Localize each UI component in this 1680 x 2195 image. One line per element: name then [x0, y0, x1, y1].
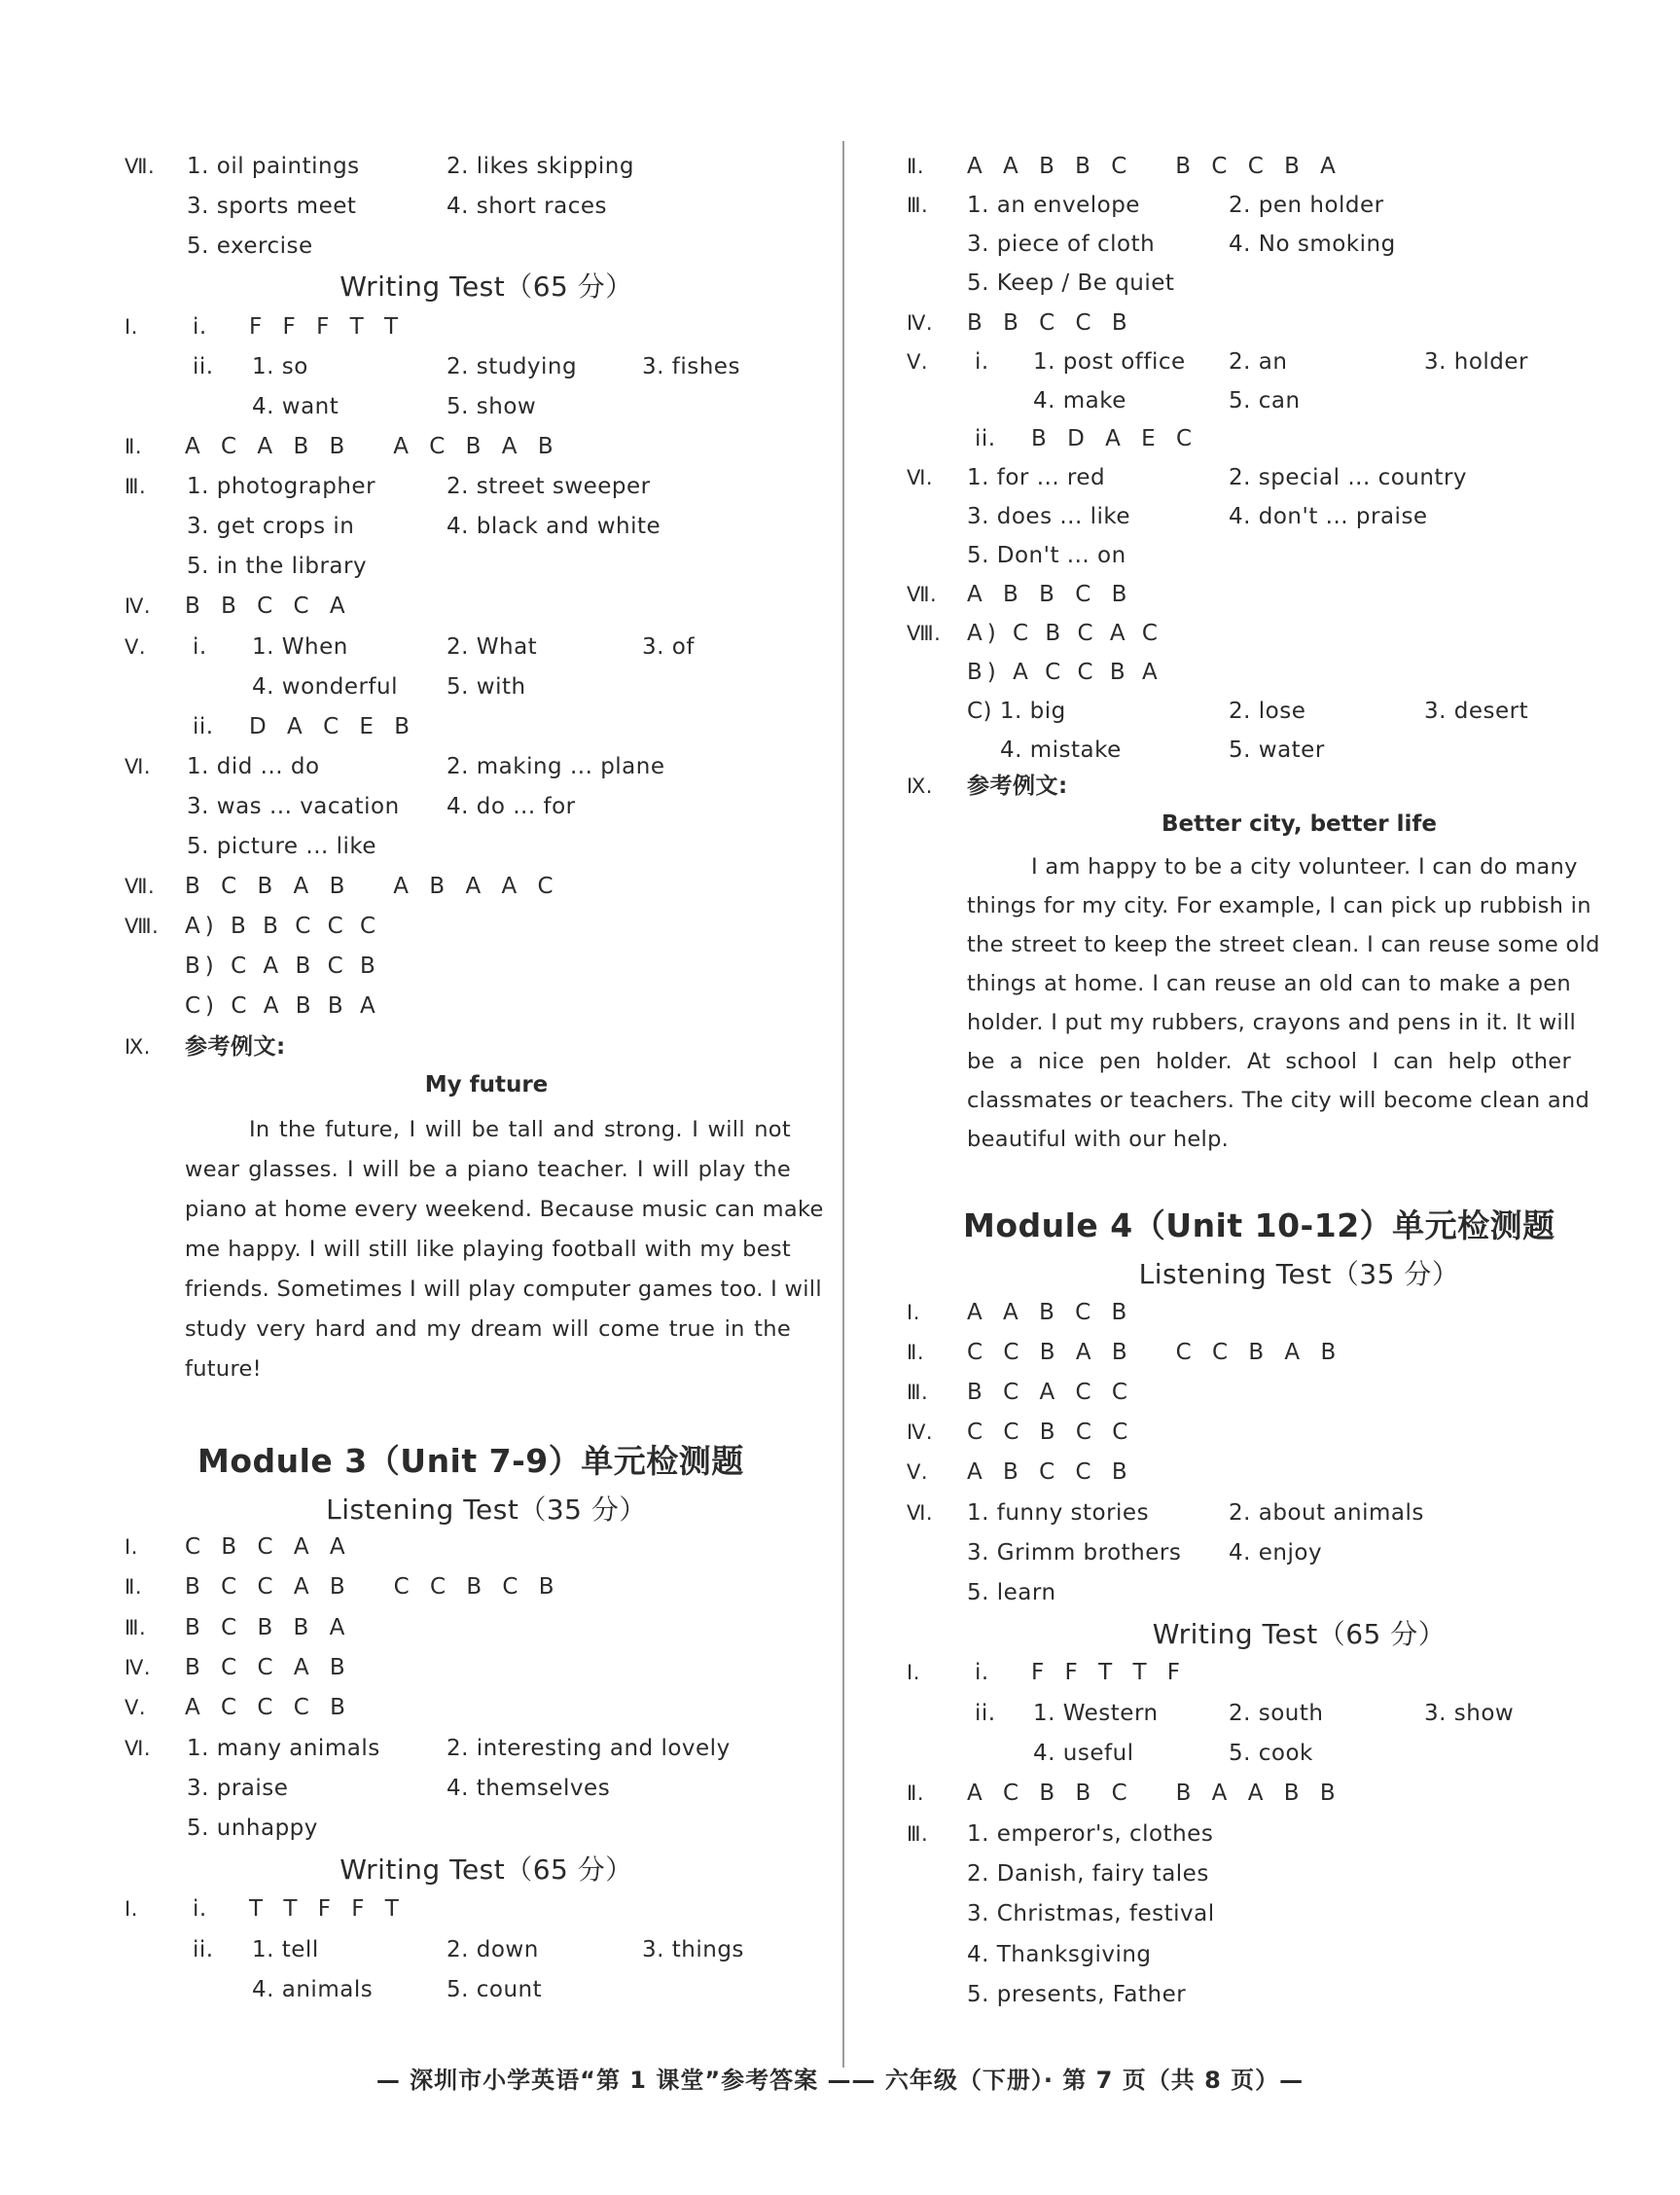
answer-line: ii. 1. Western 2. south 3. show — [975, 1701, 1515, 1726]
answer-line: 2. Danish, fairy tales — [967, 1861, 1209, 1887]
module-title: Module 3（Unit 7-9）单元检测题 — [197, 1442, 744, 1480]
answer-line: 4. make 5. can — [1033, 388, 1301, 414]
answer-line: 5. presents, Father — [967, 1982, 1187, 2007]
answer-line: Ⅱ. A C A B B A C B A B — [125, 434, 560, 459]
answer-line: ii. D A C E B — [193, 714, 417, 739]
essay-body: In the future, I will be tall and strong. I will not wear glasses. I will be a piano teacher. I will play the piano at home every weekend. Because music can make me happy. I will still like playing football with my best friends. Sometimes I will play computer games too. I will study very hard and my dream will come true in the future! — [185, 1117, 824, 1382]
answer-line: Ⅸ. 参考例文: — [125, 1034, 286, 1060]
answer-line: 3. Christmas, festival — [967, 1901, 1215, 1926]
answer-line: Ⅳ. C C B C C — [907, 1420, 1135, 1445]
answer-line: Ⅷ. A) B B C C C — [125, 914, 380, 939]
answer-line: Ⅸ. 参考例文: — [907, 774, 1068, 799]
answer-line: Ⅴ. A C C C B — [125, 1695, 352, 1720]
answer-line: 4. mistake 5. water — [1000, 738, 1325, 763]
answer-line: ii. 1. tell 2. down 3. things — [193, 1937, 744, 1962]
answer-line: Ⅲ. 1. emperor's, clothes — [907, 1821, 1214, 1847]
answer-line: Ⅴ. i. 1. When 2. What 3. of — [125, 634, 695, 660]
answer-line: 3. was ... vacation 4. do ... for — [187, 794, 576, 819]
answer-line: C) C A B B A — [185, 993, 380, 1019]
answer-line: Ⅷ. A) C B C A C — [907, 621, 1162, 646]
answer-line: B) A C C B A — [967, 660, 1162, 685]
answer-line: Ⅰ. i. T T F F T — [125, 1896, 406, 1922]
answer-line: Ⅳ. B B C C B — [907, 310, 1134, 336]
answer-line: Ⅲ. 1. photographer 2. street sweeper — [125, 474, 651, 499]
answer-line: 5. exercise — [187, 234, 313, 259]
answer-line: Ⅱ. C C B A B C C B A B — [907, 1340, 1343, 1365]
answer-line: 5. picture ... like — [187, 834, 377, 859]
answer-line: 4. useful 5. cook — [1033, 1741, 1313, 1766]
answer-line: 5. in the library — [187, 554, 368, 579]
essay-title: Better city, better life — [1162, 811, 1437, 837]
answer-line: 3. Grimm brothers 4. enjoy — [967, 1540, 1323, 1565]
answer-line: Ⅲ. B C B B A — [125, 1615, 352, 1640]
answer-line: Ⅶ. 1. oil paintings 2. likes skipping — [125, 154, 634, 179]
module-title: Module 4（Unit 10-12）单元检测题 — [963, 1206, 1555, 1244]
answer-line: 5. Keep / Be quiet — [967, 270, 1175, 296]
section-heading-listening: Listening Test（35 分） — [326, 1493, 647, 1526]
answer-line: 4. want 5. show — [252, 394, 537, 419]
answer-line: Ⅴ. i. 1. post office 2. an 3. holder — [907, 349, 1529, 375]
answer-line: 5. learn — [967, 1580, 1056, 1605]
answer-line: Ⅰ. i. F F F T T — [125, 314, 406, 340]
answer-line: ii. B D A E C — [975, 426, 1199, 451]
answer-line: Ⅰ. A A B C B — [907, 1300, 1134, 1325]
answer-line: 4. wonderful 5. with — [252, 674, 526, 700]
section-heading-writing: Writing Test（65 分） — [340, 270, 633, 303]
answer-line: ii. 1. so 2. studying 3. fishes — [193, 354, 740, 379]
answer-line: Ⅲ. B C A C C — [907, 1380, 1134, 1405]
section-heading-writing: Writing Test（65 分） — [340, 1853, 633, 1886]
answer-line: Ⅲ. 1. an envelope 2. pen holder — [907, 193, 1384, 218]
answer-line: 3. piece of cloth 4. No smoking — [967, 232, 1396, 257]
essay-title: My future — [424, 1072, 549, 1098]
answer-line: Ⅰ. i. F F T T F — [907, 1660, 1188, 1685]
section-heading-listening: Listening Test（35 分） — [1138, 1258, 1460, 1290]
answer-line: 5. unhappy — [187, 1816, 318, 1841]
answer-line: Ⅱ. A A B B C B C C B A — [907, 154, 1342, 179]
answer-line: Ⅱ. A C B B C B A A B B — [907, 1781, 1342, 1806]
answer-line: 4. animals 5. count — [252, 1977, 543, 2002]
answer-line: 3. does ... like 4. don't ... praise — [967, 504, 1428, 529]
answer-line: Ⅶ. A B B C B — [907, 582, 1134, 607]
answer-line: 5. Don't ... on — [967, 543, 1126, 568]
answer-line: Ⅱ. B C C A B C C B C B — [125, 1574, 561, 1600]
answer-line: Ⅳ. B B C C A — [125, 594, 352, 619]
answer-line: B) C A B C B — [185, 954, 380, 979]
answer-line: 3. sports meet 4. short races — [187, 194, 608, 219]
answer-line: Ⅰ. C B C A A — [125, 1534, 352, 1560]
answer-line: 3. praise 4. themselves — [187, 1776, 611, 1801]
answer-line: C) 1. big 2. lose 3. desert — [967, 699, 1529, 724]
answer-line: Ⅵ. 1. funny stories 2. about animals — [907, 1500, 1424, 1526]
answer-line: Ⅳ. B C C A B — [125, 1655, 352, 1680]
answer-line: Ⅵ. 1. many animals 2. interesting and lovely — [125, 1736, 731, 1761]
page-footer: — 深圳市小学英语“第 1 课堂”参考答案 —— 六年级（下册）· 第 7 页（共 8 页）— — [375, 2067, 1305, 2094]
answer-line: 4. Thanksgiving — [967, 1942, 1152, 1967]
answer-line: Ⅴ. A B C C B — [907, 1459, 1134, 1485]
section-heading-writing: Writing Test（65 分） — [1152, 1618, 1447, 1650]
answer-line: Ⅶ. B C B A B A B A A C — [125, 874, 560, 899]
answer-line: Ⅵ. 1. did ... do 2. making ... plane — [125, 754, 665, 779]
answer-line: 3. get crops in 4. black and white — [187, 514, 661, 539]
essay-body: I am happy to be a city volunteer. I can do many things for my city. For example, I can pick up rubbish in the street to keep the street clean. I can reuse some old things at home. I can reuse an old can to make a pen holder. I put my rubbers, crayons and pens in it. It will be a nice pen holder. At school I can help other classmates or teachers. The city will become clean and beautiful with our help. — [967, 854, 1600, 1152]
answer-line: Ⅵ. 1. for ... red 2. special ... country — [907, 465, 1468, 490]
